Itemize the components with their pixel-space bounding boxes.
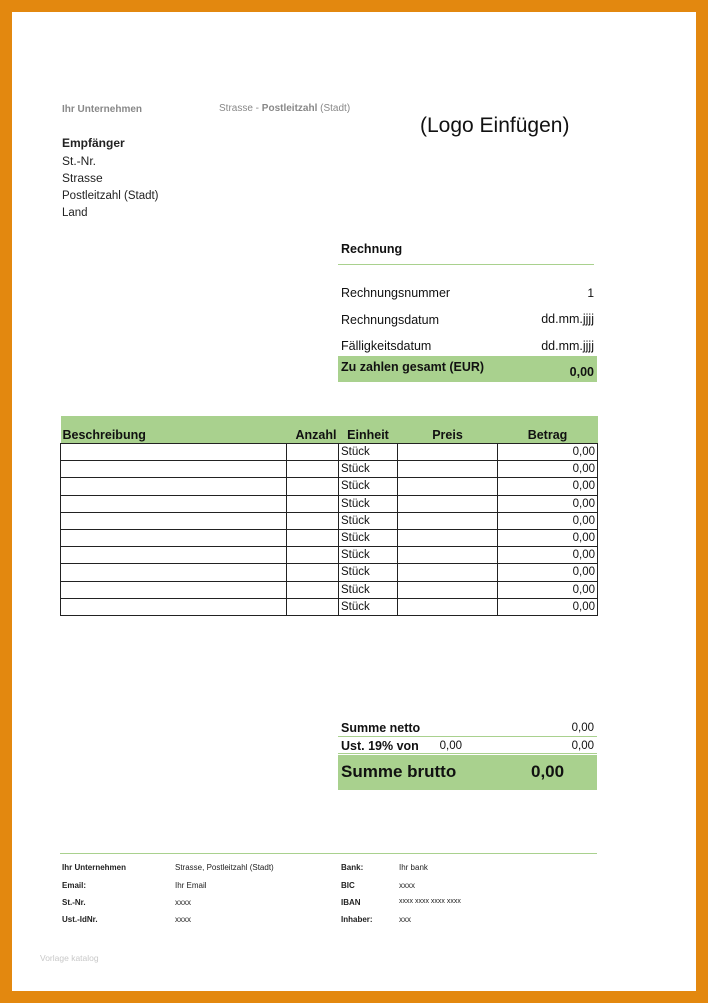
- footer-bank-value: Ihr bank: [399, 863, 428, 872]
- cell-price[interactable]: [398, 478, 498, 495]
- cell-quantity[interactable]: [287, 598, 339, 615]
- due-date-label: Fälligkeitsdatum: [341, 339, 432, 353]
- invoice-page: [12, 12, 696, 991]
- watermark: Vorlage katalog: [40, 953, 99, 963]
- gross-total-label: Summe brutto: [341, 762, 457, 781]
- cell-description[interactable]: [61, 564, 287, 581]
- recipient-title: Empfänger: [62, 136, 125, 150]
- logo-placeholder: (Logo Einfügen): [420, 114, 570, 137]
- cell-price[interactable]: [398, 564, 498, 581]
- cell-unit[interactable]: Stück: [339, 512, 398, 529]
- invoice-number-value: 1: [587, 286, 594, 300]
- net-total-divider: [338, 736, 597, 737]
- cell-unit[interactable]: Stück: [339, 564, 398, 581]
- cell-price[interactable]: [398, 547, 498, 564]
- cell-unit[interactable]: Stück: [339, 581, 398, 598]
- footer-divider: [60, 853, 597, 854]
- cell-quantity[interactable]: [287, 444, 339, 461]
- recipient-line: Strasse: [62, 171, 103, 185]
- col-header-unit: Einheit: [339, 416, 398, 444]
- vat-label: Ust. 19% von: [341, 739, 419, 753]
- recipient-line: Land: [62, 207, 88, 219]
- cell-unit[interactable]: Stück: [339, 495, 398, 512]
- cell-amount: 0,00: [498, 495, 598, 512]
- col-header-price: Preis: [398, 416, 498, 444]
- footer-holder-value: xxx: [399, 915, 411, 924]
- footer-vatid-value: xxxx: [175, 915, 191, 924]
- footer-tax-value: xxxx: [175, 898, 191, 907]
- table-row: [61, 529, 598, 546]
- cell-amount: 0,00: [498, 581, 598, 598]
- table-row: [61, 564, 598, 581]
- cell-description[interactable]: [61, 581, 287, 598]
- cell-description[interactable]: [61, 478, 287, 495]
- cell-unit[interactable]: Stück: [339, 478, 398, 495]
- cell-quantity[interactable]: [287, 461, 339, 478]
- table-row: [61, 444, 598, 461]
- cell-price[interactable]: [398, 512, 498, 529]
- table-row: [61, 495, 598, 512]
- footer-bank-label: Bank:: [341, 863, 364, 872]
- cell-quantity[interactable]: [287, 547, 339, 564]
- cell-amount: 0,00: [498, 598, 598, 615]
- footer-bic-value: xxxx: [399, 881, 415, 890]
- items-table: [60, 416, 598, 616]
- footer-vatid-label: Ust.-IdNr.: [62, 915, 98, 924]
- table-row: [61, 581, 598, 598]
- col-header-description: Beschreibung: [61, 416, 287, 444]
- footer-iban-value: xxxx xxxx xxxx xxxx: [399, 898, 461, 905]
- cell-unit[interactable]: Stück: [339, 461, 398, 478]
- cell-unit[interactable]: Stück: [339, 444, 398, 461]
- footer-bic-label: BIC: [341, 881, 355, 890]
- amount-due-row: [338, 356, 597, 382]
- cell-price[interactable]: [398, 444, 498, 461]
- cell-amount: 0,00: [498, 512, 598, 529]
- cell-price[interactable]: [398, 581, 498, 598]
- invoice-date-label: Rechnungsdatum: [341, 313, 439, 327]
- cell-description[interactable]: [61, 461, 287, 478]
- invoice-number-label: Rechnungsnummer: [341, 286, 451, 300]
- cell-quantity[interactable]: [287, 478, 339, 495]
- recipient-line: Postleitzahl (Stadt): [62, 189, 159, 202]
- footer-company-label: Ihr Unternehmen: [62, 863, 127, 872]
- invoice-title: Rechnung: [341, 242, 403, 256]
- vat-base-value: 0,00: [439, 740, 462, 752]
- vat-divider: [338, 753, 597, 754]
- cell-price[interactable]: [398, 529, 498, 546]
- cell-description[interactable]: [61, 598, 287, 615]
- footer-address: Strasse, Postleitzahl (Stadt): [175, 863, 274, 872]
- cell-amount: 0,00: [498, 444, 598, 461]
- cell-quantity[interactable]: [287, 529, 339, 546]
- cell-description[interactable]: [61, 547, 287, 564]
- net-total-value: 0,00: [571, 722, 594, 734]
- cell-quantity[interactable]: [287, 512, 339, 529]
- cell-amount: 0,00: [498, 564, 598, 581]
- cell-description[interactable]: [61, 529, 287, 546]
- footer-holder-label: Inhaber:: [341, 915, 373, 924]
- invoice-date-value: dd.mm.jjjj: [541, 312, 594, 326]
- sender-company: Ihr Unternehmen: [62, 104, 143, 115]
- net-total-label: Summe netto: [341, 721, 421, 735]
- gross-total-row: [338, 755, 597, 790]
- cell-amount: 0,00: [498, 529, 598, 546]
- cell-description[interactable]: [61, 495, 287, 512]
- footer-email-label: Email:: [62, 881, 87, 890]
- footer-email-value: Ihr Email: [175, 881, 207, 890]
- col-header-quantity: Anzahl: [287, 416, 339, 444]
- cell-unit[interactable]: Stück: [339, 547, 398, 564]
- items-header-row: [61, 416, 598, 444]
- cell-quantity[interactable]: [287, 581, 339, 598]
- vat-value: 0,00: [571, 740, 594, 752]
- cell-amount: 0,00: [498, 461, 598, 478]
- cell-price[interactable]: [398, 461, 498, 478]
- cell-unit[interactable]: Stück: [339, 598, 398, 615]
- invoice-title-divider: [338, 264, 594, 265]
- cell-unit[interactable]: Stück: [339, 529, 398, 546]
- table-row: [61, 598, 598, 615]
- cell-description[interactable]: [61, 444, 287, 461]
- due-date-value: dd.mm.jjjj: [541, 339, 594, 353]
- cell-quantity[interactable]: [287, 495, 339, 512]
- recipient-line: St.-Nr.: [62, 153, 97, 168]
- cell-amount: 0,00: [498, 478, 598, 495]
- amount-due-value: 0,00: [569, 365, 594, 379]
- cell-quantity[interactable]: [287, 564, 339, 581]
- cell-amount: 0,00: [498, 547, 598, 564]
- table-row: [61, 547, 598, 564]
- recipient-block: [62, 135, 159, 223]
- table-row: [61, 461, 598, 478]
- cell-price[interactable]: [398, 495, 498, 512]
- amount-due-label: Zu zahlen gesamt (EUR): [341, 360, 485, 374]
- gross-total-value: 0,00: [531, 762, 565, 781]
- footer-iban-label: IBAN: [341, 898, 361, 907]
- cell-description[interactable]: [61, 512, 287, 529]
- table-row: [61, 478, 598, 495]
- cell-price[interactable]: [398, 598, 498, 615]
- table-row: [61, 512, 598, 529]
- col-header-amount: Betrag: [498, 416, 598, 444]
- sender-address: Strasse - Postleitzahl (Stadt): [219, 103, 351, 114]
- footer-tax-label: St.-Nr.: [62, 898, 86, 907]
